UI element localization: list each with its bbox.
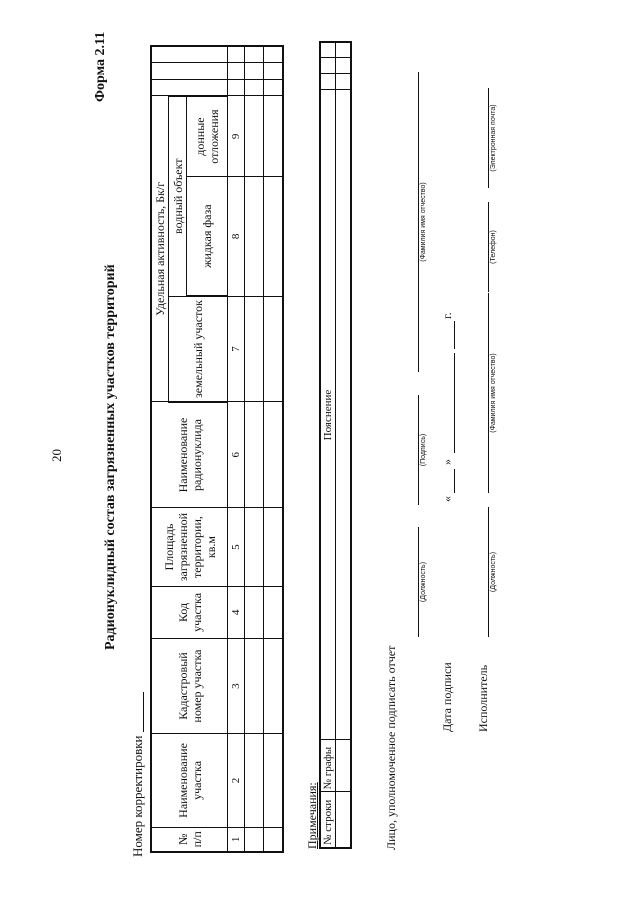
extra-col-b [151,63,228,80]
notes-table [319,41,352,849]
table-row [245,46,264,852]
signature-caption: (Подпись) [420,433,427,467]
notes-title: Примечания: [305,782,319,849]
date-label: Дата подписи [440,662,454,732]
header-bottom: донные отложения [187,96,228,177]
form-label: Форма 2.11 [93,31,108,102]
email-caption: (Электронная почта) [490,104,497,172]
col-number: 4 [228,586,245,638]
notes-header-row: № строки [320,792,336,848]
col-number: 8 [228,177,245,296]
executor-position-line [488,507,489,637]
phone-line [488,202,489,292]
notes-header-graph: № графы [320,740,336,792]
header-area: Площадь загрязненной территории, кв.м [151,508,228,587]
signature-line [418,395,419,505]
email-line [488,88,489,188]
position-caption: (Должность) [420,561,427,603]
authorized-label: Лицо, уполномоченное подписать отчет [384,645,398,850]
day-line [454,469,455,493]
col-number: 3 [228,638,245,733]
col-number: 1 [228,827,245,852]
executor-position-caption: (Должность) [490,551,497,593]
header-code: Код участка [151,586,228,638]
executor-label: Исполнитель [476,664,490,732]
correction-number [130,692,146,857]
notes-header-explanation: Пояснение [320,90,336,740]
executor-fullname-line [488,293,489,493]
date-close-quote: » [440,459,454,465]
col-number: 7 [228,296,245,402]
nuclide-table [150,45,284,853]
date-open-quote: « [440,496,454,502]
header-name: Наименование участка [151,734,228,827]
header-activity: Удельная активность, Бк/г [151,96,169,402]
table-row [264,46,284,852]
header-land: земельный участок [169,296,228,402]
header-cadastral: Кадастровый номер участка [151,638,228,733]
fullname-caption: (Фамилия имя отчество) [420,182,427,262]
header-water: водный объект [169,96,187,296]
notes-row [336,42,352,848]
year-suffix: г. [440,312,454,319]
header-nuclide: Наименование радионуклида [151,402,228,508]
page-number: 20 [49,449,64,462]
extra-col-a [151,79,228,96]
executor-fullname-caption: (Фамилия имя отчество) [490,353,497,433]
year-line [454,321,455,349]
extra-col-c [151,46,228,63]
header-no: № п/п [151,827,228,852]
header-liquid: жидкая фаза [187,177,228,296]
position-line [418,527,419,637]
fullname-line [418,72,419,372]
document-title: Радионуклидный состав загрязненных участков территорий [103,264,118,650]
correction-blank [143,692,144,732]
col-number: 5 [228,508,245,587]
phone-caption: (Телефон) [490,230,497,264]
col-number: 9 [228,96,245,177]
col-number: 2 [228,734,245,827]
correction-label: Номер корректировки [130,735,145,857]
col-number: 6 [228,402,245,508]
month-line [454,353,455,453]
